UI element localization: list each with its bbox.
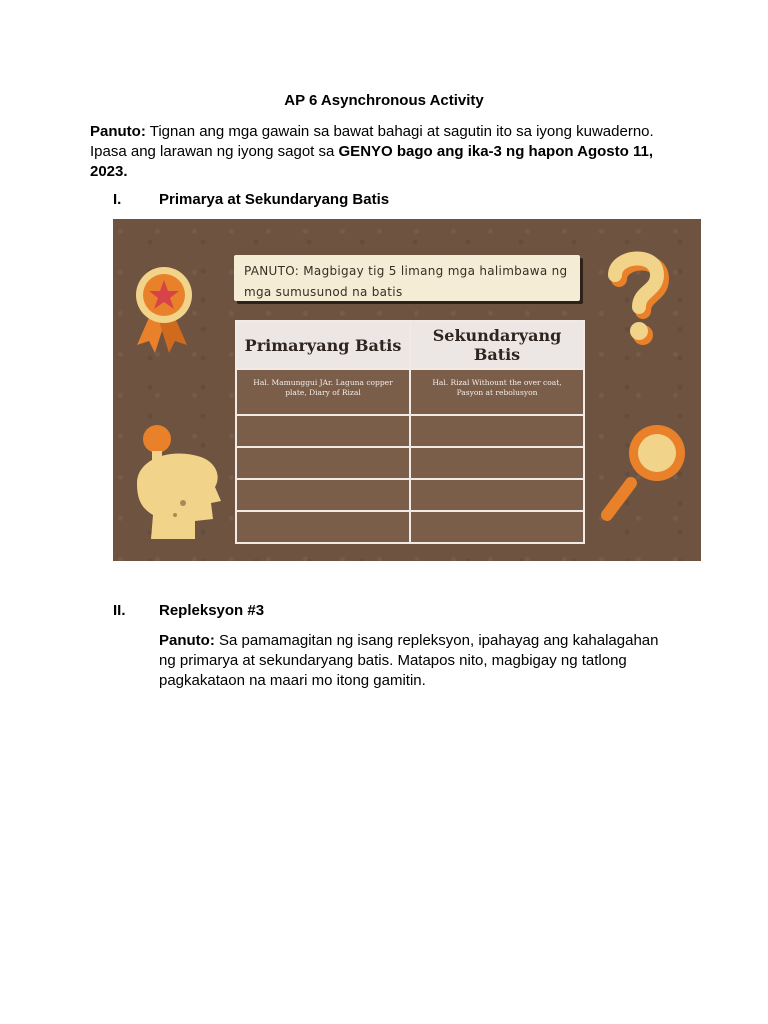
section-1-title: Primarya at Sekundaryang Batis bbox=[159, 191, 390, 208]
activity-instruction-note bbox=[234, 255, 580, 301]
table-row bbox=[236, 511, 584, 543]
reflection-text: Sa pamamagitan ng isang repleksyon, ipahayag ang kahalagahan ng primarya at sekundaryang batis. Matapos nito, magbigay ng tatlong pagkakataon na maari mo itong gamitin. bbox=[159, 632, 659, 689]
section-2-number: II. bbox=[113, 602, 126, 619]
section-1-number: I. bbox=[113, 191, 122, 208]
empty-cell bbox=[410, 447, 584, 479]
empty-cell bbox=[236, 447, 410, 479]
sources-table bbox=[235, 320, 585, 544]
instruction-label: Panuto: bbox=[90, 123, 146, 140]
instruction-deadline: GENYO bago ang ika-3 ng hapon Agosto 11, 2023. bbox=[90, 143, 653, 180]
activity-board bbox=[113, 219, 701, 561]
empty-cell bbox=[236, 479, 410, 511]
reflection-paragraph bbox=[159, 631, 679, 691]
reflection-label: Panuto: bbox=[159, 632, 215, 649]
empty-cell bbox=[410, 511, 584, 543]
question-mark-icon bbox=[605, 249, 675, 349]
document-title: AP 6 Asynchronous Activity bbox=[284, 92, 484, 109]
instruction-text: Tignan ang mga gawain sa bawat bahagi at sagutin ito sa iyong kuwaderno. Ipasa ang larawan ng iyong sagot sa bbox=[90, 123, 654, 160]
table-header-row bbox=[236, 321, 584, 369]
table-row bbox=[236, 447, 584, 479]
instruction-paragraph bbox=[90, 122, 680, 182]
thinking-head-icon bbox=[131, 419, 231, 549]
magnifying-glass-icon bbox=[597, 419, 697, 529]
empty-cell bbox=[236, 511, 410, 543]
table-row bbox=[236, 415, 584, 447]
activity-instruction-text: PANUTO: Magbigay tig 5 limang mga halimbawa ng mga sumusunod na batis bbox=[244, 264, 568, 299]
award-badge-icon bbox=[129, 263, 199, 359]
example-secondary-cell: Hal. Rizal Withount the over coat, Pasyon at rebolusyon bbox=[410, 369, 584, 415]
header-sekundaryang-batis: Sekundaryang Batis bbox=[410, 321, 584, 369]
empty-cell bbox=[236, 415, 410, 447]
table-row bbox=[236, 479, 584, 511]
section-2-title: Repleksyon #3 bbox=[159, 602, 265, 619]
empty-cell bbox=[410, 479, 584, 511]
header-primaryang-batis: Primaryang Batis bbox=[236, 321, 410, 369]
empty-cell bbox=[410, 415, 584, 447]
example-primary-cell: Hal. Mamunggui JAr. Laguna copper plate, Diary of Rizal bbox=[236, 369, 410, 415]
table-row bbox=[236, 369, 584, 415]
